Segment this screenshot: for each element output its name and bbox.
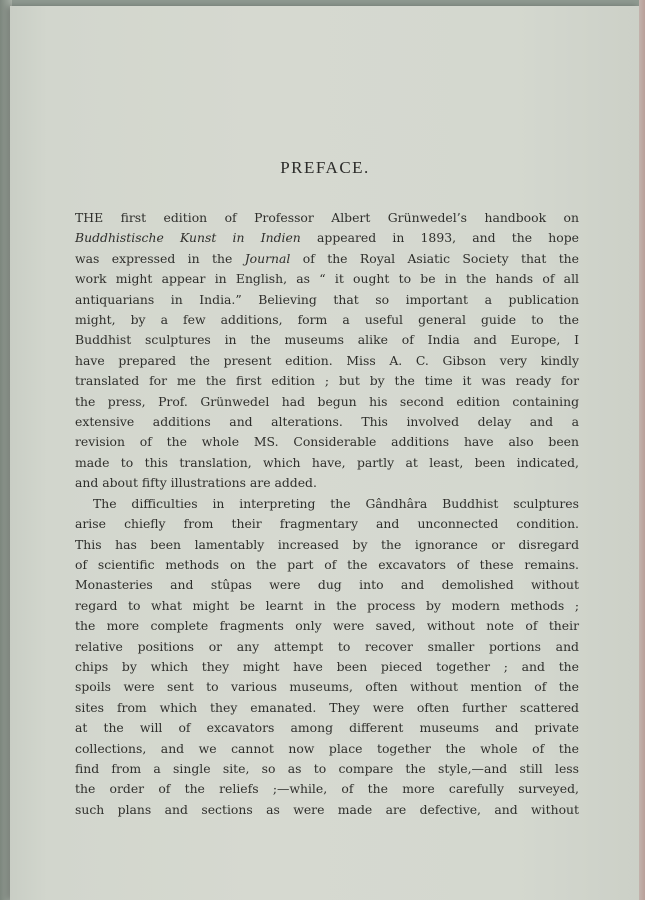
paragraph-2 (75, 494, 579, 821)
text-line: the order of the reliefs ;—while, of the more carefully surveyed, (75, 781, 579, 797)
text-line: antiquarians in India.” Believing that so important a publication (75, 291, 579, 307)
text-line: relative positions or any attempt to recover smaller portions and (75, 638, 579, 654)
text-line: chips by which they might have been pieced together ; and the (75, 658, 579, 674)
text-line: translated for me the first edition ; but by the time it was ready for (75, 373, 579, 389)
page-right-edge (639, 0, 645, 900)
text-line: the more complete fragments only were saved, without note of their (75, 618, 579, 634)
text-line: arise chiefly from their fragmentary and unconnected condition. (75, 516, 579, 532)
text-fragment: appeared in 1893, and the hope (300, 230, 579, 246)
page-title: PREFACE. (280, 158, 370, 177)
text-line: of scientific methods on the part of the excavators of these remains. (75, 556, 579, 572)
text-line: revision of the whole MS. Considerable additions have also been (75, 434, 579, 450)
text-line: collections, and we cannot now place together the whole of the (75, 740, 579, 756)
text-line: made to this translation, which have, partly at least, been indicated, (75, 454, 579, 470)
text-line (75, 228, 579, 248)
text-line: at the will of excavators among different museums and private (75, 720, 579, 736)
text-fragment: was expressed in the (75, 250, 245, 266)
text-line: such plans and sections as were made are defective, and without (75, 801, 579, 817)
text-line: work might appear in English, as “ it ought to be in the hands of all (75, 271, 579, 287)
text-fragment: first edition of Professor Albert Grünwedel’s handbook on (103, 210, 579, 225)
text-line: The difficulties in interpreting the Gândhâra Buddhist sculptures (93, 495, 579, 511)
paragraph-1 (75, 208, 579, 494)
text-line: extensive additions and alterations. This involved delay and a (75, 414, 579, 430)
text-line: sites from which they emanated. They were often further scattered (75, 699, 579, 715)
journal-italic: Journal (244, 250, 291, 266)
book-page (10, 6, 640, 900)
text-line: and about fifty illustrations are added. (75, 475, 317, 491)
text-line: regard to what might be learnt in the process by modern methods ; (75, 597, 579, 613)
drop-word: THE (75, 210, 104, 225)
text-line: Buddhist sculptures in the museums alike of India and Europe, I (75, 332, 579, 348)
text-line (75, 249, 579, 269)
text-line: the press, Prof. Grünwedel had begun his second edition containing (75, 393, 579, 409)
text-line (75, 208, 579, 228)
book-title-italic: Buddhistische Kunst in Indien (75, 230, 301, 246)
text-line: might, by a few additions, form a useful general guide to the (75, 312, 579, 328)
text-fragment: of the Royal Asiatic Society that the (290, 250, 579, 266)
preface-body (75, 208, 579, 820)
text-line: spoils were sent to various museums, often without mention of the (75, 679, 579, 695)
text-line: Monasteries and stûpas were dug into and demolished without (75, 577, 579, 593)
text-line: This has been lamentably increased by the ignorance or disregard (75, 536, 579, 552)
text-line: find from a single site, so as to compare the style,—and still less (75, 760, 579, 776)
text-line: have prepared the present edition. Miss A. C. Gibson very kindly (75, 352, 579, 368)
